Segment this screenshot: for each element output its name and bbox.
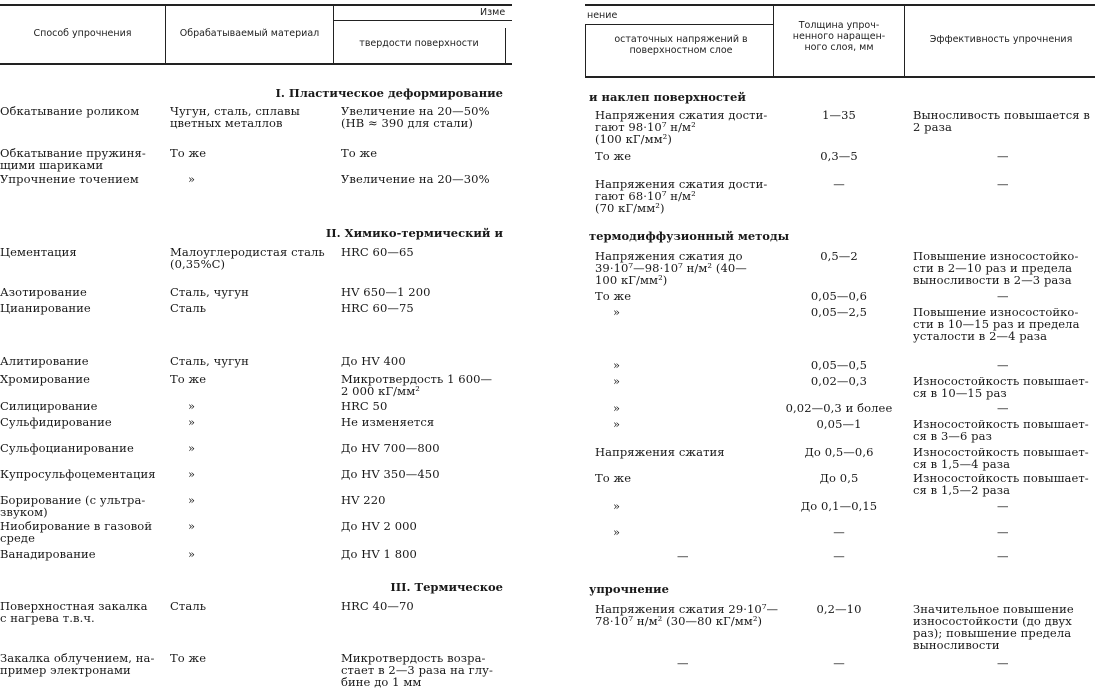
hardness-cell: Не изменяется: [341, 415, 435, 429]
header-material: Обрабатываемый материал: [179, 28, 320, 39]
thickness-cell: —: [833, 177, 845, 191]
method-cell: Упрочнение точением: [0, 172, 139, 186]
header-sub-rule: [585, 24, 773, 25]
header-stress-top: нение: [587, 10, 618, 21]
stress-cell: То же: [595, 289, 632, 303]
stress-cell: То же: [595, 471, 632, 485]
section-title: I. Пластическое деформирование: [275, 86, 503, 100]
thickness-cell: —: [833, 549, 845, 563]
hardness-cell: (НВ ≈ 390 для стали): [341, 116, 473, 130]
effect-cell: —: [997, 358, 1009, 372]
method-cell: Хромирование: [0, 372, 91, 386]
method-cell: среде: [0, 531, 35, 545]
thickness-cell: 0,02—0,3: [810, 374, 868, 388]
effect-cell: —: [997, 289, 1009, 303]
method-cell: Борирование (с ультра-: [0, 493, 146, 507]
header-divider: [165, 4, 166, 64]
effect-cell: раз); повышение предела: [913, 626, 1072, 640]
hardness-cell: HRC 60—75: [341, 301, 414, 315]
effect-cell: —: [997, 525, 1009, 539]
method-cell: Сульфоцианирование: [0, 441, 134, 455]
hardness-cell: До HV 1 800: [341, 547, 417, 561]
effect-cell: выносливости: [913, 638, 1000, 652]
stress-cell: »: [613, 499, 621, 513]
header-divider: [333, 4, 334, 64]
effect-cell: ся в 1,5—2 раза: [913, 483, 1011, 497]
material-cell: »: [188, 172, 196, 186]
stress-cell: То же: [595, 149, 632, 163]
thickness-cell: До 0,5—0,6: [804, 445, 874, 459]
header-divider: [585, 24, 586, 76]
effect-cell: Износостойкость повышает-: [913, 374, 1089, 388]
header-top-rule: [585, 4, 1095, 6]
method-cell: Сульфидирование: [0, 415, 112, 429]
stress-cell: Напряжения сжатия дости-: [595, 108, 768, 122]
effect-cell: Повышение износостойко-: [913, 249, 1079, 263]
stress-cell: Напряжения сжатия: [595, 445, 725, 459]
hardness-cell: Увеличение на 20—30%: [341, 172, 490, 186]
right-page: [577, 0, 1097, 697]
method-cell: Азотирование: [0, 285, 87, 299]
material-cell: цветных металлов: [170, 116, 283, 130]
effect-cell: ся в 1,5—4 раза: [913, 457, 1011, 471]
method-cell: Ванадирование: [0, 547, 96, 561]
stress-cell: 39·10⁷—98·10⁷ н/м² (40—: [595, 261, 747, 275]
method-cell: Купросульфоцементация: [0, 467, 156, 481]
method-cell: Цементация: [0, 245, 77, 259]
material-cell: »: [188, 547, 196, 561]
thickness-cell: 0,3—5: [820, 149, 858, 163]
hardness-cell: До HV 700—800: [341, 441, 440, 455]
material-cell: Сталь: [170, 301, 207, 315]
material-cell: Малоуглеродистая сталь: [170, 245, 325, 259]
method-cell: Обкатывание роликом: [0, 104, 140, 118]
stress-cell: Напряжения сжатия дости-: [595, 177, 768, 191]
hardness-cell: 2 000 кГ/мм²: [341, 384, 420, 398]
material-cell: Сталь: [170, 599, 207, 613]
material-cell: То же: [170, 372, 207, 386]
stress-cell: »: [613, 525, 621, 539]
thickness-cell: —: [833, 525, 845, 539]
thickness-cell: 0,05—0,5: [810, 358, 868, 372]
hardness-cell: HV 220: [341, 493, 386, 507]
section-title: и наклеп поверхностей: [589, 90, 746, 104]
method-cell: Обкатывание пружиня-: [0, 146, 146, 160]
header-sub-rule: [334, 20, 512, 21]
stress-cell: —: [677, 549, 689, 563]
thickness-cell: 1—35: [822, 108, 856, 122]
material-cell: То же: [170, 146, 207, 160]
material-cell: »: [188, 519, 196, 533]
section-title: термодиффузионный методы: [589, 229, 790, 243]
header-method: Способ упрочнения: [33, 28, 132, 39]
method-cell: пример электронами: [0, 663, 131, 677]
effect-cell: Износостойкость повышает-: [913, 471, 1089, 485]
material-cell: Чугун, сталь, сплавы: [170, 104, 300, 118]
header-effect: Эффективность упрочнения: [929, 34, 1073, 45]
material-cell: »: [188, 415, 196, 429]
thickness-cell: 0,05—0,6: [810, 289, 868, 303]
effect-cell: сти в 2—10 раз и предела: [913, 261, 1073, 275]
hardness-cell: Микротвердость возра-: [341, 651, 486, 665]
method-cell: Силицирование: [0, 399, 98, 413]
effect-cell: —: [997, 401, 1009, 415]
material-cell: »: [188, 493, 196, 507]
hardness-cell: Микротвердость 1 600—: [341, 372, 493, 386]
effect-cell: —: [997, 549, 1009, 563]
material-cell: »: [188, 399, 196, 413]
section-title: упрочнение: [589, 582, 669, 596]
stress-cell: —: [677, 656, 689, 670]
material-cell: То же: [170, 651, 207, 665]
header-thickness: Толщина упроч-ненного наращен-ного слоя, мм: [792, 20, 886, 53]
thickness-cell: 0,02—0,3 и более: [785, 401, 893, 415]
method-cell: с нагрева т.в.ч.: [0, 611, 95, 625]
method-cell: звуком): [0, 505, 48, 519]
effect-cell: —: [997, 149, 1009, 163]
method-cell: Поверхностная закалка: [0, 599, 148, 613]
header-stress: остаточных напряжений в поверхностном слое: [614, 34, 748, 56]
effect-cell: усталости в 2—4 раза: [913, 329, 1048, 343]
hardness-cell: стает в 2—3 раза на глу-: [341, 663, 493, 677]
stress-cell: »: [613, 417, 621, 431]
header-hardness: твердости поверхности: [359, 38, 479, 49]
header-bottom-rule: [585, 76, 1095, 78]
effect-cell: сти в 10—15 раз и предела: [913, 317, 1080, 331]
method-cell: Закалка облучением, на-: [0, 651, 155, 665]
thickness-cell: 0,2—10: [816, 602, 862, 616]
stress-cell: гают 68·10⁷ н/м²: [595, 189, 696, 203]
effect-cell: износостойкости (до двух: [913, 614, 1072, 628]
hardness-cell: HRC 60—65: [341, 245, 414, 259]
thickness-cell: 0,05—2,5: [810, 305, 868, 319]
stress-cell: 78·10⁷ н/м² (30—80 кГ/мм²): [595, 614, 763, 628]
effect-cell: Износостойкость повышает-: [913, 445, 1089, 459]
left-page: [0, 0, 515, 697]
effect-cell: —: [997, 656, 1009, 670]
material-cell: Сталь, чугун: [170, 354, 249, 368]
effect-cell: Выносливость повышается в: [913, 108, 1090, 122]
effect-cell: Повышение износостойко-: [913, 305, 1079, 319]
hardness-cell: До HV 350—450: [341, 467, 440, 481]
stress-cell: »: [613, 374, 621, 388]
section-title: II. Химико-термический и: [325, 226, 503, 240]
material-cell: »: [188, 441, 196, 455]
hardness-cell: То же: [341, 146, 378, 160]
effect-cell: ся в 10—15 раз: [913, 386, 1007, 400]
stress-cell: Напряжения сжатия 29·10⁷—: [595, 602, 779, 616]
stress-cell: (100 кГ/мм²): [595, 132, 672, 146]
effect-cell: выносливости в 2—3 раза: [913, 273, 1072, 287]
thickness-cell: 0,05—1: [816, 417, 862, 431]
hardness-cell: До HV 2 000: [341, 519, 417, 533]
thickness-cell: 0,5—2: [820, 249, 858, 263]
material-cell: Сталь, чугун: [170, 285, 249, 299]
effect-cell: —: [997, 499, 1009, 513]
stress-cell: »: [613, 358, 621, 372]
effect-cell: Износостойкость повышает-: [913, 417, 1089, 431]
effect-cell: —: [997, 177, 1009, 191]
header-divider: [505, 28, 506, 64]
stress-cell: »: [613, 305, 621, 319]
header-divider: [904, 4, 905, 76]
header-divider: [773, 4, 774, 76]
hardness-cell: бине до 1 мм: [341, 675, 422, 689]
stress-cell: 100 кГ/мм²): [595, 273, 668, 287]
hardness-cell: До HV 400: [341, 354, 406, 368]
method-cell: щими шариками: [0, 158, 104, 172]
header-bottom-rule: [0, 63, 512, 65]
stress-cell: »: [613, 401, 621, 415]
hardness-cell: Увеличение на 20—50%: [341, 104, 490, 118]
material-cell: »: [188, 467, 196, 481]
header-change-top: Изме: [480, 7, 506, 18]
method-cell: Ниобирование в газовой: [0, 519, 153, 533]
thickness-cell: До 0,5: [819, 471, 859, 485]
stress-cell: (70 кГ/мм²): [595, 201, 665, 215]
effect-cell: Значительное повышение: [913, 602, 1074, 616]
effect-cell: ся в 3—6 раз: [913, 429, 992, 443]
stress-cell: Напряжения сжатия до: [595, 249, 743, 263]
method-cell: Алитирование: [0, 354, 89, 368]
thickness-cell: —: [833, 656, 845, 670]
hardness-cell: HV 650—1 200: [341, 285, 431, 299]
header-top-rule: [0, 4, 512, 6]
section-title: III. Термическое: [390, 580, 503, 594]
stress-cell: гают 98·10⁷ н/м²: [595, 120, 696, 134]
thickness-cell: До 0,1—0,15: [800, 499, 878, 513]
hardness-cell: HRC 40—70: [341, 599, 414, 613]
hardness-cell: HRC 50: [341, 399, 388, 413]
method-cell: Цианирование: [0, 301, 91, 315]
effect-cell: 2 раза: [913, 120, 952, 134]
material-cell: (0,35%С): [170, 257, 226, 271]
